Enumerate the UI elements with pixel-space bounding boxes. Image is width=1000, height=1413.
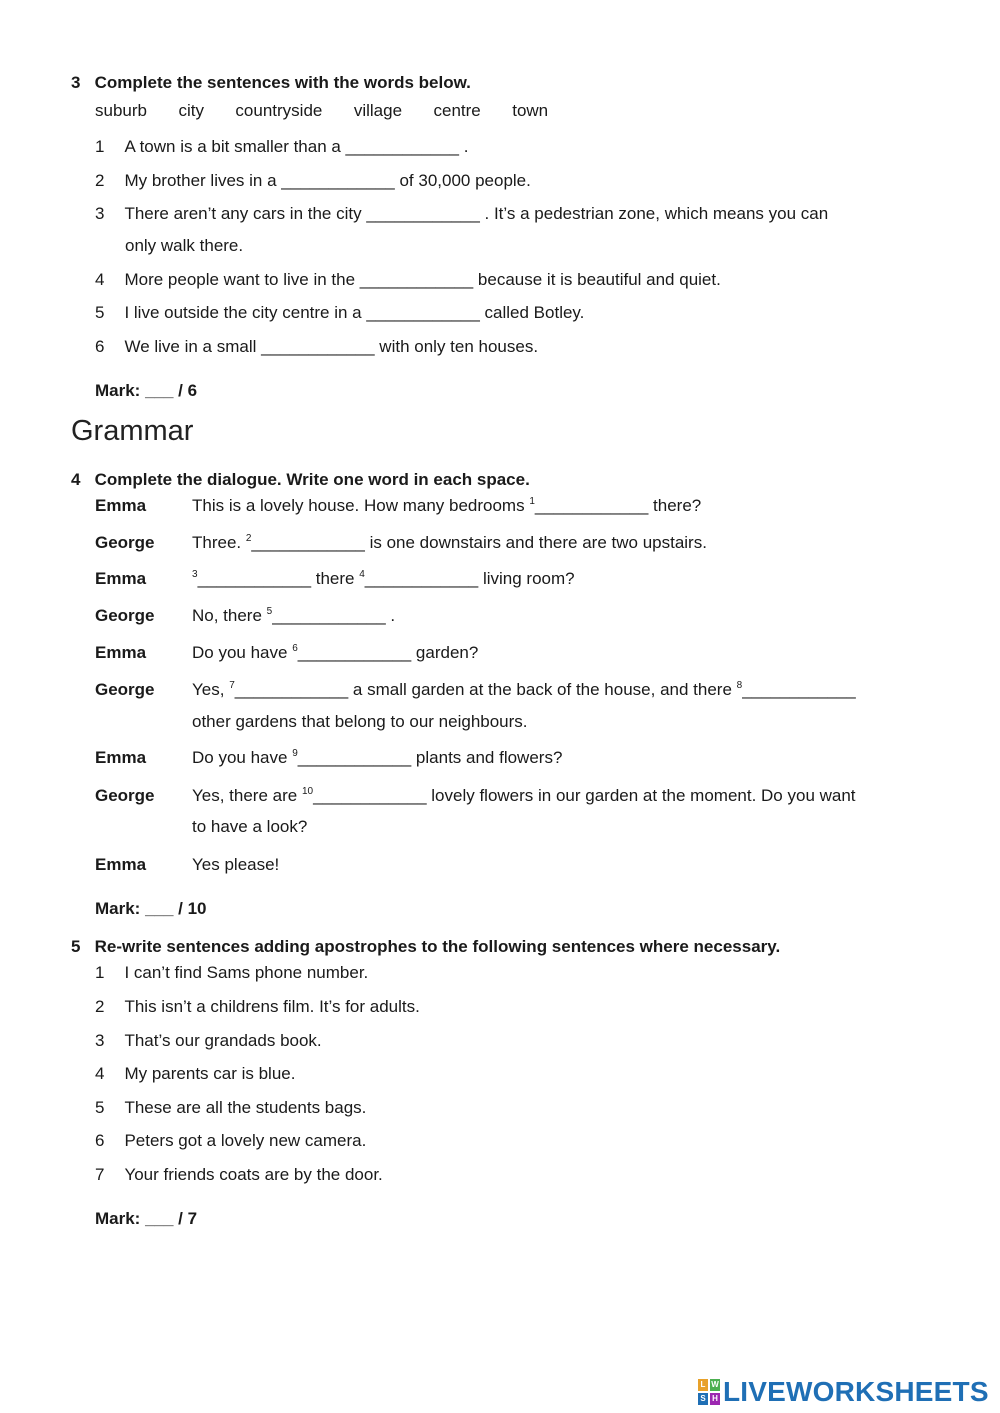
dialogue-text: ____________ [742,680,856,699]
q5-heading [71,937,780,957]
item-text[interactable]: We live in a small ____________ with only ten houses. [124,337,539,356]
item-number: 1 [95,963,105,982]
q4-instruction: Complete the dialogue. Write one word in each space. [94,470,530,489]
dialogue-continuation: to have a look? [192,817,308,836]
dialogue-text: ____________ there [197,569,360,588]
gap-number: 5 [266,606,273,617]
dialogue-text: ____________ there? [534,496,702,515]
speaker: Emma [95,496,147,515]
q3-heading [71,73,471,93]
q5-number: 5 [71,937,81,956]
item-number: 5 [95,303,105,322]
dialogue-text: Yes, there are [192,786,302,805]
item-text[interactable]: Your friends coats are by the door. [124,1165,383,1184]
q5-instruction: Re-write sentences adding apostrophes to the following sentences where necessary. [94,937,781,956]
item-number: 6 [95,337,105,356]
word-bank-item: village [353,101,403,120]
q5-mark: Mark: ___ / 7 [95,1209,198,1228]
dialogue-text: ____________ a small garden at the back of the house, and there [234,680,737,699]
word-bank-item: town [512,101,549,120]
q3-item [95,303,584,323]
dialogue-line[interactable] [192,748,562,768]
dialogue-text: Do you have [192,643,293,662]
dialogue-text: Yes, [192,680,230,699]
dialogue-text: ____________ plants and flowers? [297,748,563,767]
q3-item [95,171,531,191]
item-number: 3 [95,204,105,223]
dialogue-line[interactable] [192,496,701,516]
item-number: 7 [95,1165,105,1184]
q5-item [95,1064,295,1084]
q4-mark: Mark: ___ / 10 [95,899,207,918]
q3-item [95,337,538,357]
speaker: George [95,680,155,699]
dialogue-text: Yes please! [192,855,280,874]
item-text[interactable]: That’s our grandads book. [124,1031,322,1050]
gap-number: 7 [229,680,235,691]
gap-number: 4 [359,569,365,580]
dialogue-text: ____________ garden? [297,643,479,662]
item-number: 4 [95,1064,105,1083]
q3-item [95,270,721,290]
item-text[interactable]: These are all the students bags. [124,1098,367,1117]
logo-icon-tile: W [711,1380,719,1389]
dialogue-text: No, there [192,606,267,625]
item-text[interactable]: A town is a bit smaller than a ____________ . [124,137,469,156]
gap-number: 9 [292,748,298,759]
q4-number: 4 [71,470,81,489]
dialogue-text: ____________ living room? [364,569,575,588]
gap-number: 6 [292,643,298,654]
item-text[interactable]: Peters got a lovely new camera. [124,1131,367,1150]
dialogue-text: ____________ is one downstairs and there are two upstairs. [251,533,707,552]
logo-icon-tile: S [698,1393,708,1405]
item-number: 3 [95,1031,105,1050]
item-text[interactable]: I live outside the city centre in a ____________ called Botley. [124,303,585,322]
item-number: 5 [95,1098,105,1117]
speaker: George [95,533,155,552]
item-number: 6 [95,1131,105,1150]
logo-text: LIVEWORKSHEETS [723,1376,989,1407]
q5-item [95,1031,322,1051]
word-bank-item: suburb [95,101,147,120]
section-title: Grammar [71,415,194,447]
speaker: Emma [95,643,147,662]
word-bank-item: centre [433,101,481,120]
dialogue-text: ____________ . [272,606,396,625]
item-number: 2 [95,171,105,190]
dialogue-text: Do you have [192,748,293,767]
q3-item [95,204,828,224]
speaker: George [95,786,155,805]
word-bank-item: countryside [235,101,323,120]
dialogue-line[interactable] [192,569,575,589]
item-text[interactable]: There aren’t any cars in the city ____________ . It’s a pedestrian zone, which means you can [124,204,829,223]
logo-icon-tile: H [710,1393,720,1405]
speaker: Emma [95,569,147,588]
q5-item [95,1131,366,1151]
dialogue-continuation: other gardens that belong to our neighbours. [192,712,528,731]
gap-number: 3 [192,569,198,580]
logo-icon-tile: L [698,1379,708,1391]
item-text[interactable]: I can’t find Sams phone number. [124,963,369,982]
dialogue-line[interactable] [192,606,395,626]
dialogue-line[interactable] [192,680,856,700]
q3-mark: Mark: ___ / 6 [95,381,198,400]
dialogue-line[interactable] [192,786,856,806]
item-text[interactable]: My parents car is blue. [124,1064,296,1083]
dialogue-line[interactable] [192,533,707,553]
q3-item-continuation: only walk there. [125,236,244,255]
q3-instruction: Complete the sentences with the words below. [94,73,471,92]
speaker: George [95,606,155,625]
q5-item [95,997,420,1017]
word-bank [95,101,548,121]
item-number: 2 [95,997,105,1016]
dialogue-text: Three. [192,533,246,552]
item-number: 4 [95,270,105,289]
gap-number: 2 [245,533,252,544]
dialogue-line [192,855,279,875]
logo-icon [698,1379,720,1405]
q3-number: 3 [71,73,81,92]
q5-item [95,1098,366,1118]
q5-item [95,963,368,983]
gap-number: 8 [736,680,743,691]
liveworksheets-logo[interactable] [698,1376,989,1408]
dialogue-line[interactable] [192,643,478,663]
speaker: Emma [95,855,147,874]
q3-item [95,137,468,157]
q5-item [95,1165,383,1185]
dialogue-text: This is a lovely house. How many bedrooms [192,496,530,515]
item-number: 1 [95,137,105,156]
speaker: Emma [95,748,147,767]
dialogue-text: ____________ lovely flowers in our garden at the moment. Do you want [313,786,856,805]
item-text[interactable]: My brother lives in a ____________ of 30,000 people. [124,171,531,190]
item-text[interactable]: This isn’t a childrens film. It’s for adults. [124,997,420,1016]
q4-heading [71,470,530,490]
gap-number: 10 [301,786,314,797]
gap-number: 1 [529,496,535,507]
item-text[interactable]: More people want to live in the ____________ because it is beautiful and quiet. [124,270,721,289]
word-bank-item: city [178,101,204,120]
